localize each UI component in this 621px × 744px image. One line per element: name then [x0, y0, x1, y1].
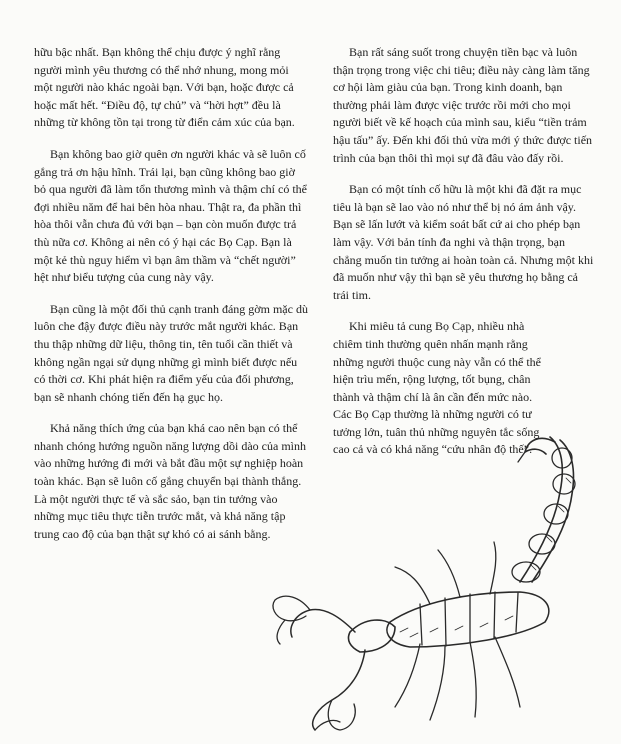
left-column	[34, 44, 309, 557]
paragraph: Bạn rất sáng suốt trong chuyện tiền bạc và luôn thận trọng trong việc chi tiêu; điều này càng làm tăng cơ hội làm giàu của bạn. Trong kinh doanh, bạn thường phải làm được việc trước rồi mới cho mọi người biết về kế hoạch của mình sau, kiểu “tiền trảm hậu tấu” ấy. Đến khi đối thủ vừa mới ý thức được tiến trình của bạn thôi thì mọi sự đã đâu vào đấy rồi.	[333, 45, 593, 165]
paragraph: Khi miêu tả cung Bọ Cạp, nhiều nhà chiêm tinh thường quên nhấn mạnh rằng những người thuộc cung này vẫn có thể thể hiện trìu mến, rộng lượng, tốt bụng, chân thành và thậm chí là ân cần đến mức nào. Các Bọ Cạp thường là những người có tư tưởng lớn, tuân thủ những nguyên tắc sống cao cả và có khả năng “cứu nhân độ thế”.	[333, 319, 541, 457]
paragraph: Bạn không bao giờ quên ơn người khác và sẽ luôn cố gắng trả ơn hậu hĩnh. Trái lại, bạn cũng không bao giờ bỏ qua người đã làm tổn thương mình và thậm chí có thể đợi nhiều năm để hai bên hòa nhau. Thật ra, đa phần thì hòa thôi vẫn chưa đủ với bạn – bạn còn muốn được trả thù nữa cơ. Không ai nên có ý hại các Bọ Cạp. Bạn là một kẻ thù nguy hiểm vì bạn âm thầm và “chết người” hệt như biểu tượng của cung này vậy.	[34, 146, 307, 285]
paragraph: Bạn cũng là một đối thủ cạnh tranh đáng gờm mặc dù luôn che đậy được điều này trước mắt người khác. Bạn thu thập những dữ liệu, thông tin, tên tuổi cần thiết và không ngần ngại sử dụng những gì mình biết được nếu có thời cơ. Khi phát hiện ra điểm yếu của đối phương, bạn sẽ nhanh chóng tiến đến hạ gục họ.	[34, 301, 308, 404]
paragraph: hữu bậc nhất. Bạn không thể chịu được ý nghĩ rằng người mình yêu thương có thể nhớ nhung, mong mỏi một người nào khác ngoài bạn. Với bạn, hoặc được cả hoặc mất hết. “Điều độ, tự chủ” và “hời hợt” đều là những từ không tồn tại trong từ điển cảm xúc của bạn.	[34, 45, 295, 130]
right-column	[333, 44, 595, 473]
paragraph: Bạn có một tính cố hữu là một khi đã đặt ra mục tiêu là bạn sẽ lao vào nó như thể bị nó ám ảnh vậy. Bạn sẽ lấn lướt và kiểm soát bất cứ ai cho phép bạn làm vậy. Với bản tính đa nghi và thận trọng, bạn chẳng muốn tin tưởng ai hoàn toàn cả. Nhưng một khi đã muốn như vậy thì bạn sẽ yêu thương họ bằng cả trái tim.	[333, 182, 594, 302]
paragraph: Khả năng thích ứng của bạn khá cao nên bạn có thể nhanh chóng hướng nguồn năng lượng dồi dào của mình vào những hướng đi mới và bắt đầu một sự nghiệp hoàn toàn khác. Bạn sẽ luôn cố gắng chuyển bại thành thắng. Là một người thực tế và sắc sảo, bạn tin tưởng vào những mục tiêu thực tiễn trước mắt, và khả năng tập trung cao độ của bạn thật sự khó có ai sánh bằng.	[34, 421, 306, 541]
scorpion-illustration-icon	[270, 432, 610, 732]
